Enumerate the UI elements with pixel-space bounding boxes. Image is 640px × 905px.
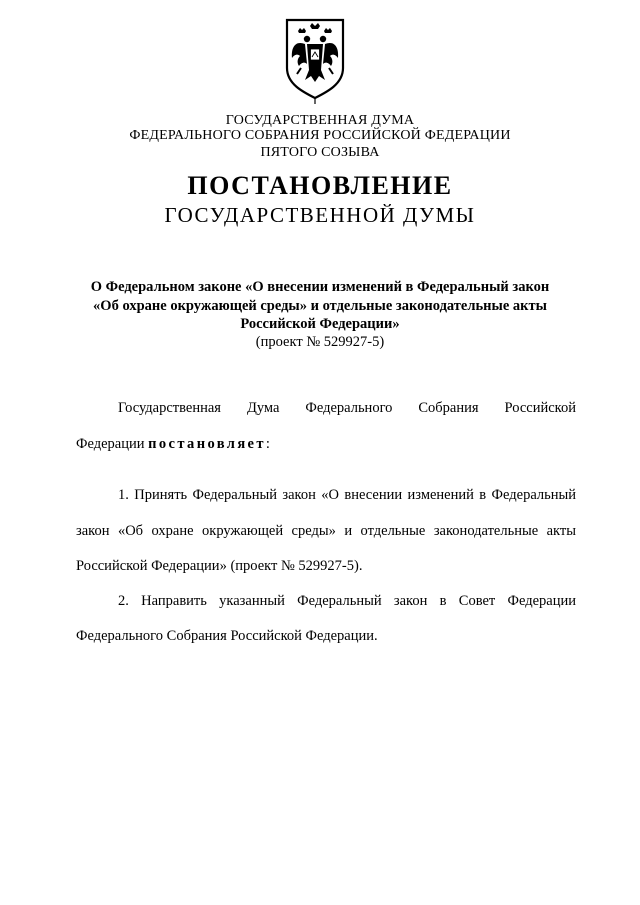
header-assembly: ФЕДЕРАЛЬНОГО СОБРАНИЯ РОССИЙСКОЙ ФЕДЕРАЦИИ	[129, 128, 511, 143]
intro-prefix: Федерации	[76, 436, 149, 452]
intro-line-1: Государственная Дума Федерального Собрания Российской	[118, 400, 576, 416]
subject-line-2: «Об охране окружающей среды» и отдельные законодательные акты	[93, 298, 547, 314]
item2-line-1: 2. Направить указанный Федеральный закон в Совет Федерации	[118, 593, 576, 609]
subject-line-1: О Федеральном законе «О внесении изменений в Федеральный закон	[90, 279, 550, 295]
item1-line-2: закон «Об охране окружающей среды» и отдельные законодательные акты	[76, 523, 576, 539]
header-convocation: ПЯТОГО СОЗЫВА	[260, 145, 380, 160]
subject-line-3: Российской Федерации»	[240, 316, 400, 332]
coat-of-arms-icon	[283, 18, 347, 104]
intro-keyword: постановляет	[148, 436, 266, 452]
header-chamber: ГОСУДАРСТВЕННАЯ ДУМА	[225, 113, 415, 128]
intro-colon: :	[265, 436, 270, 452]
item1-line-3: Российской Федерации» (проект № 529927-5).	[76, 558, 363, 574]
intro-line-2	[76, 436, 270, 453]
project-number: (проект № 529927-5)	[255, 334, 385, 350]
document-title: ПОСТАНОВЛЕНИЕ	[187, 171, 453, 200]
item1-line-1: 1. Принять Федеральный закон «О внесении изменений в Федеральный	[118, 487, 576, 503]
document-subtitle: ГОСУДАРСТВЕННОЙ ДУМЫ	[164, 203, 476, 227]
item2-line-2: Федерального Собрания Российской Федерации.	[76, 628, 378, 644]
